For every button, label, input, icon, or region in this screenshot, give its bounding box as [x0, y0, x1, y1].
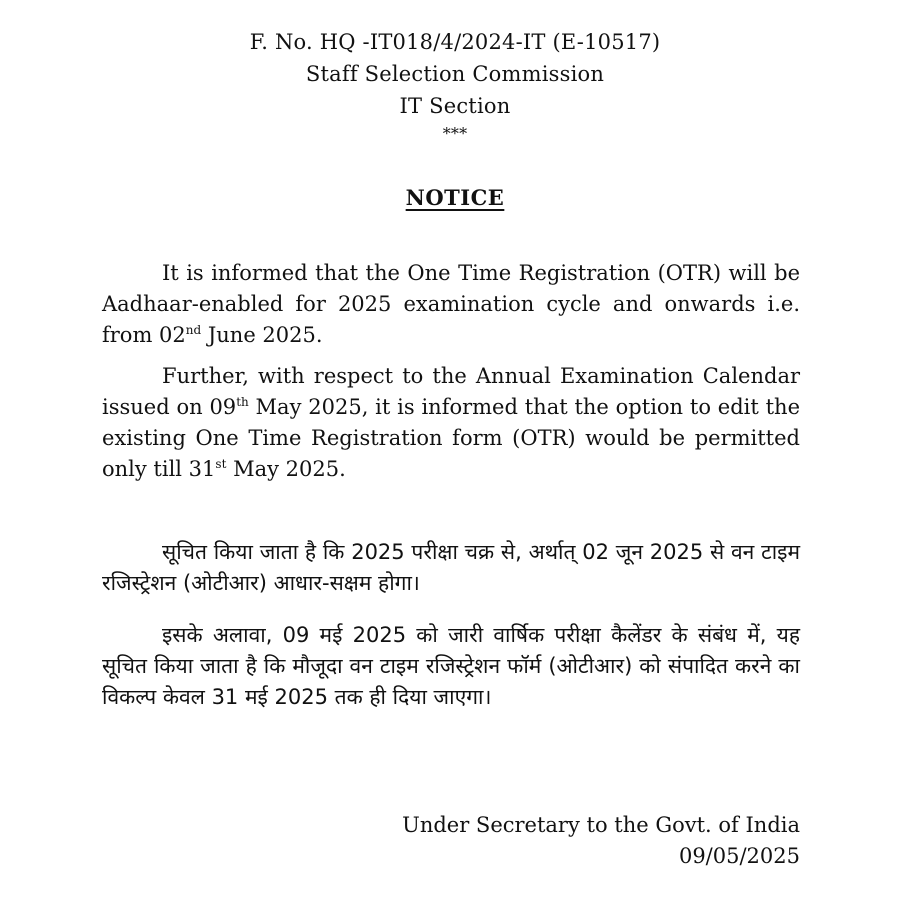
letter-header	[0, 26, 910, 146]
english-p1-sup: nd	[185, 323, 202, 337]
organization-name: Staff Selection Commission	[305, 62, 605, 86]
english-paragraph-1	[102, 258, 800, 351]
signatory-designation: Under Secretary to the Govt. of India	[402, 813, 800, 837]
file-number: F. No. HQ -IT018/4/2024-IT (E-10517)	[249, 30, 661, 54]
english-p2-sup-1: th	[236, 395, 249, 409]
english-paragraph-2	[102, 361, 800, 485]
section-name: IT Section	[399, 94, 511, 118]
english-p1-text: It is informed that the One Time Registration (OTR) will be Aadhaar-enabled for 2025 examination cycle and onwards i.e. from 02	[102, 261, 800, 347]
signature-block	[402, 810, 800, 872]
hindi-p2-text: इसके अलावा, 09 मई 2025 को जारी वार्षिक परीक्षा कैलेंडर के संबंध में, यह सूचित किया जाता है कि मौजूदा वन टाइम रजिस्ट्रेशन फॉर्म (ओटीआर) को संपादित करने का विकल्प केवल 31 मई 2025 तक ही दिया जाएगा।	[102, 623, 800, 709]
english-p1-tail: June 2025.	[201, 323, 323, 347]
english-p2-sup-2: st	[215, 457, 227, 471]
english-p2-middle: May 2025, it is informed that the option to edit the existing One Time Registration form (OTR) would be permitted only till 31	[102, 395, 801, 481]
separator-stars: ***	[442, 124, 468, 143]
hindi-paragraph-2	[102, 620, 800, 713]
english-p2-tail: May 2025.	[226, 457, 346, 481]
english-p2-text: Further, with respect to the Annual Examination Calendar issued on 09	[102, 364, 800, 419]
notice-date: 09/05/2025	[678, 844, 800, 868]
hindi-paragraph-1	[102, 537, 800, 599]
notice-title: NOTICE	[405, 185, 505, 210]
hindi-p1-text: सूचित किया जाता है कि 2025 परीक्षा चक्र से, अर्थात् 02 जून 2025 से वन टाइम रजिस्ट्रेशन (ओटीआर) आधार-सक्षम होगा।	[102, 540, 800, 595]
